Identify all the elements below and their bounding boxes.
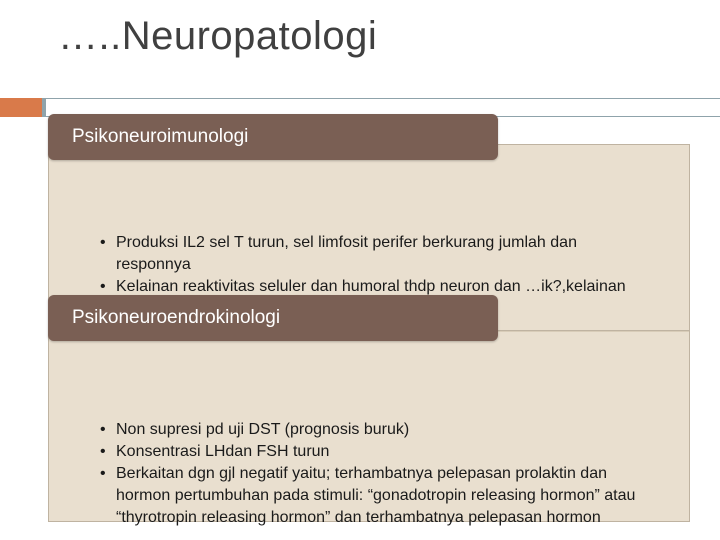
section2-bullet: • Konsentrasi LHdan FSH turun — [100, 441, 640, 463]
section2-bullet: • Berkaitan dgn gjl negatif yaitu; terhambatnya pelepasan prolaktin dan hormon pertumbuhan pada stimuli: “gonadotropin releasing hormon” atau “thyrotropin releasing hormon” dan terhambatnya pelepasan hormon — [100, 463, 640, 529]
section2-heading: Psikoneuroendrokinologi — [48, 295, 498, 341]
section2-bullet: • Non supresi pd uji DST (prognosis buruk) — [100, 419, 640, 441]
section1-bullet: • Produksi IL2 sel T turun, sel limfosit perifer berkurang jumlah dan responnya — [100, 232, 640, 276]
slide-title: …..Neuropatologi — [58, 14, 378, 58]
section1-bullet: • Kelainan reaktivitas seluler dan humoral thdp neuron dan …ik?,kelainan — [100, 276, 640, 298]
section2-bullet-list — [100, 419, 640, 529]
section1-heading: Psikoneuroimunologi — [48, 114, 498, 160]
